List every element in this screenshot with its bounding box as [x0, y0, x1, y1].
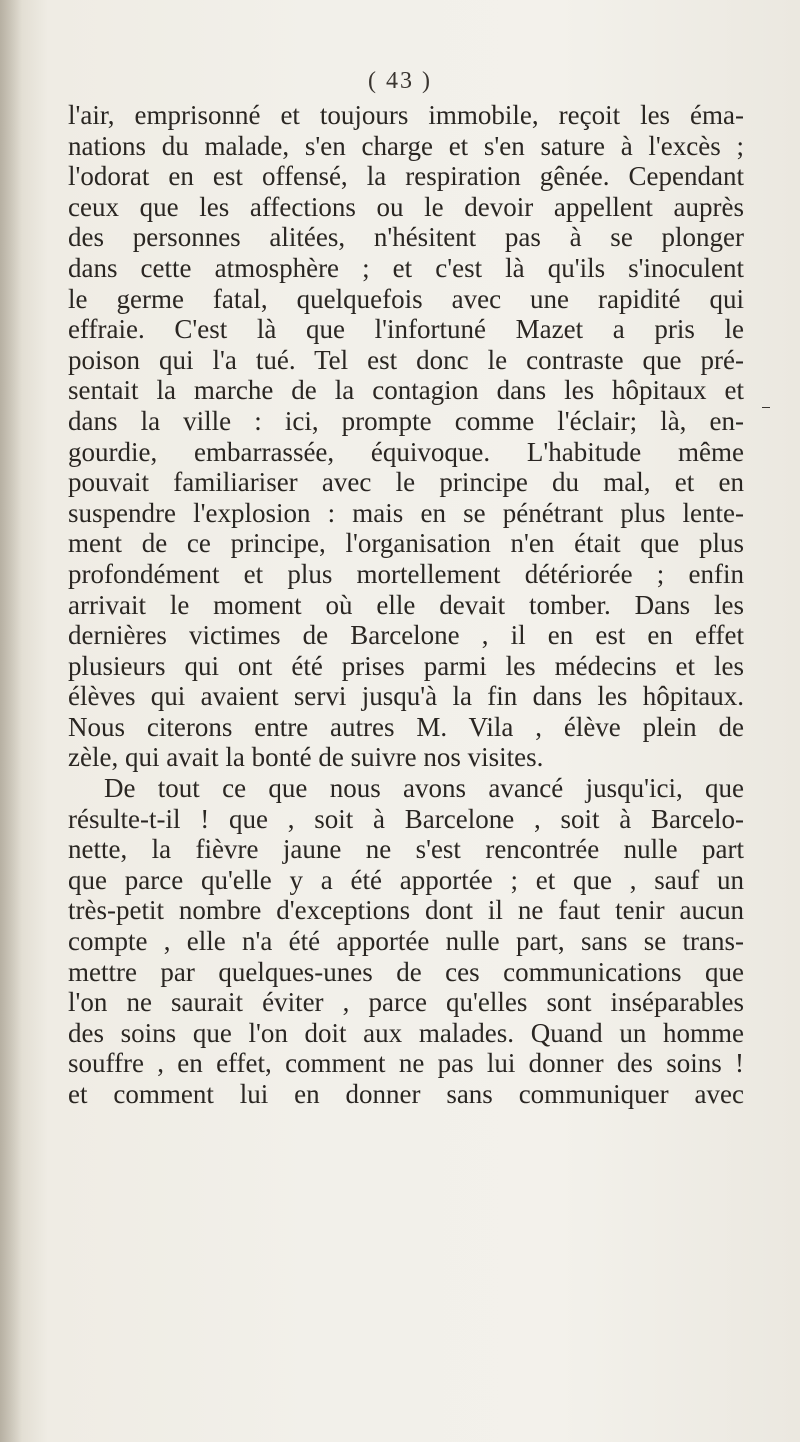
text-line: élèves qui avaient servi jusqu'à la fin dans les hôpitaux.	[68, 681, 744, 712]
text-line: ceux que les affections ou le devoir appellent auprès	[68, 191, 744, 222]
text-line: le germe fatal, quelquefois avec une rapidité qui	[68, 283, 744, 314]
text-line: souffre , en effet, comment ne pas lui donner des soins !	[68, 1048, 744, 1079]
text-line: mettre par quelques-unes de ces communications que	[68, 956, 744, 987]
body-text	[68, 100, 744, 1110]
text-line: effraie. C'est là que l'infortuné Mazet a pris le	[68, 314, 744, 345]
text-line: que parce qu'elle y a été apportée ; et que , sauf un	[68, 864, 744, 895]
text-line: et comment lui en donner sans communiquer avec	[68, 1079, 744, 1109]
text-line: Nous citerons entre autres M. Vila , élève plein de	[68, 711, 744, 742]
text-line: nette, la fièvre jaune ne s'est rencontrée nulle part	[68, 834, 744, 865]
text-line: zèle, qui avait la bonté de suivre nos visites.	[68, 742, 544, 773]
text-line: nations du malade, s'en charge et s'en sature à l'excès ;	[68, 130, 744, 161]
text-line: des soins que l'on doit aux malades. Quand un homme	[68, 1017, 744, 1048]
text-line: l'odorat en est offensé, la respiration gênée. Cependant	[68, 161, 744, 192]
text-line: plusieurs qui ont été prises parmi les médecins et les	[68, 650, 744, 681]
text-line: dernières victimes de Barcelone , il en est en effet	[68, 620, 744, 651]
text-line: l'on ne saurait éviter , parce qu'elles sont inséparables	[68, 987, 744, 1018]
text-line: De tout ce que nous avons avancé jusqu'ici, que	[104, 773, 744, 804]
text-line: gourdie, embarrassée, équivoque. L'habitude même	[68, 436, 744, 467]
text-line: pouvait familiariser avec le principe du mal, et en	[68, 467, 744, 498]
text-line: arrivait le moment où elle devait tomber. Dans les	[68, 589, 744, 620]
text-line: l'air, emprisonné et toujours immobile, reçoit les éma-	[68, 100, 744, 130]
page-number: ( 43 )	[368, 68, 432, 94]
text-line: dans cette atmosphère ; et c'est là qu'ils s'inoculent	[68, 252, 744, 283]
text-line: des personnes alitées, n'hésitent pas à se plonger	[68, 222, 744, 253]
text-line: très-petit nombre d'exceptions dont il ne faut tenir aucun	[68, 895, 744, 926]
text-line: sentait la marche de la contagion dans les hôpitaux et	[68, 375, 744, 406]
text-line: compte , elle n'a été apportée nulle part, sans se trans-	[68, 926, 744, 957]
text-line: résulte-t-il ! que , soit à Barcelone , soit à Barcelo-	[68, 803, 744, 834]
binding-shadow	[0, 0, 22, 1442]
text-line: poison qui l'a tué. Tel est donc le contraste que pré-	[68, 344, 744, 375]
text-line: ment de ce principe, l'organisation n'en était que plus	[68, 528, 744, 559]
text-line: dans la ville : ici, prompte comme l'éclair; là, en-	[68, 405, 744, 436]
text-line: suspendre l'explosion : mais en se pénétrant plus lente-	[68, 497, 744, 528]
margin-mark	[762, 407, 770, 408]
text-line: profondément et plus mortellement détériorée ; enfin	[68, 558, 744, 589]
